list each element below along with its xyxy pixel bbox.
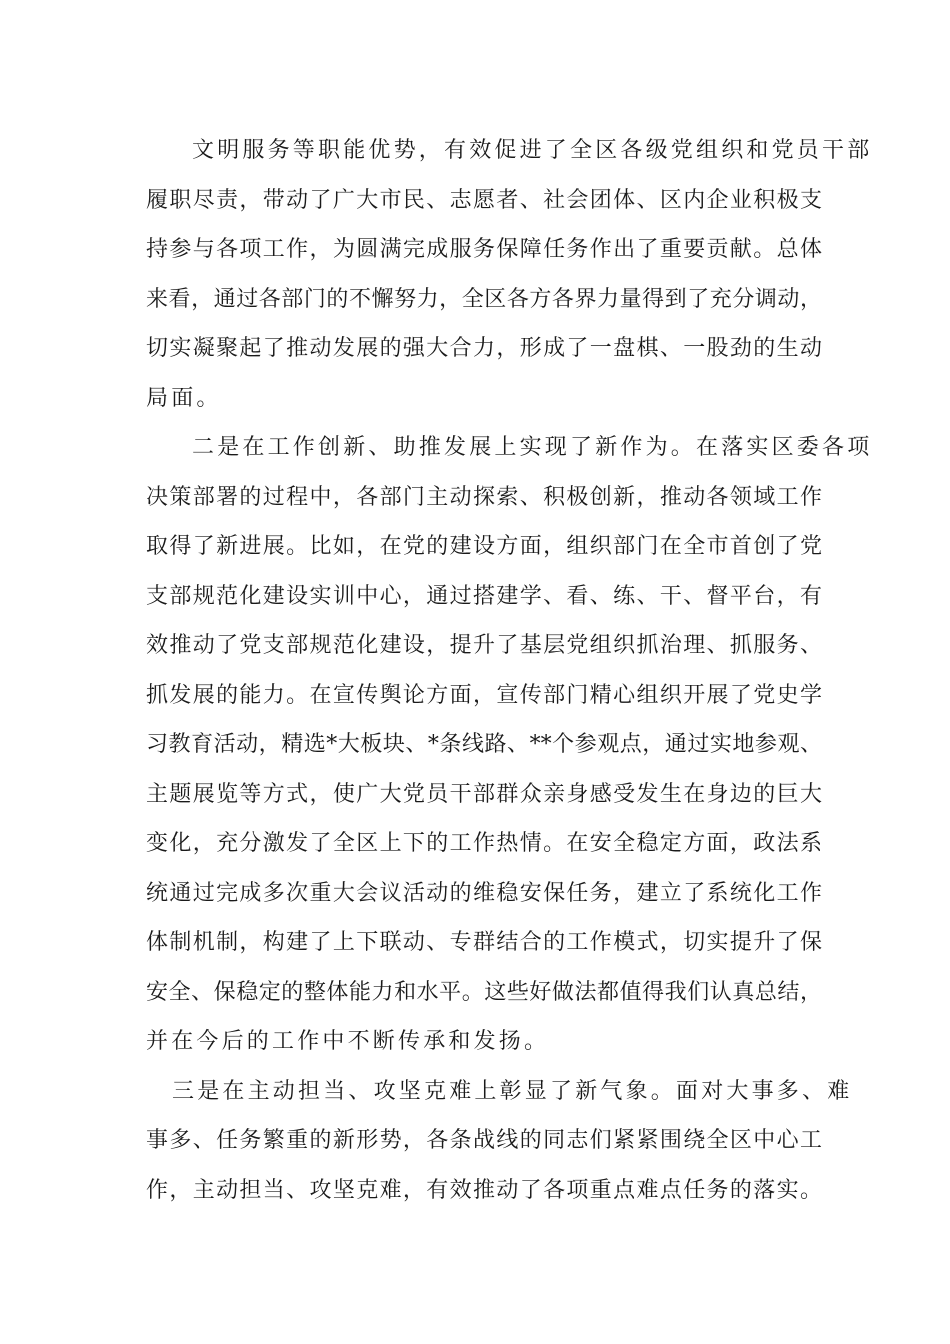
- paragraph-line: 二是在工作创新、助推发展上实现了新作为。在落实区委各项: [192, 435, 873, 460]
- paragraph-line: 履职尽责，带动了广大市民、志愿者、社会团体、区内企业积极支: [146, 187, 822, 213]
- paragraph-line: 主题展览等方式，使广大党员干部群众亲身感受发生在身边的巨大: [146, 781, 822, 807]
- paragraph-line: 局面。: [146, 385, 222, 411]
- paragraph-line: 作，主动担当、攻坚克难，有效推动了各项重点难点任务的落实。: [146, 1177, 822, 1203]
- paragraph-line: 文明服务等职能优势，有效促进了全区各级党组织和党员干部: [192, 138, 873, 163]
- paragraph-line: 持参与各项工作，为圆满完成服务保障任务作出了重要贡献。总体: [146, 237, 822, 262]
- paragraph-line: 体制机制，构建了上下联动、专群结合的工作模式，切实提升了保: [146, 930, 822, 955]
- paragraph-line: 习教育活动，精选*大板块、*条线路、**个参观点，通过实地参观、: [146, 732, 822, 757]
- paragraph-line: 事多、任务繁重的新形势，各条战线的同志们紧紧围绕全区中心工: [146, 1128, 822, 1153]
- paragraph-line: 变化，充分激发了全区上下的工作热情。在安全稳定方面，政法系: [146, 831, 822, 856]
- paragraph-line: 安全、保稳定的整体能力和水平。这些好做法都值得我们认真总结，: [146, 979, 822, 1005]
- paragraph-3: [146, 1067, 853, 1216]
- paragraph-2: [146, 423, 873, 1067]
- paragraph-line: 切实凝聚起了推动发展的强大合力，形成了一盘棋、一股劲的生动: [146, 336, 822, 361]
- paragraph-line: 支部规范化建设实训中心，通过搭建学、看、练、干、督平台，有: [146, 583, 822, 609]
- paragraph-line: 来看，通过各部门的不懈努力，全区各方各界力量得到了充分调动，: [146, 286, 822, 312]
- paragraph-line: 三是在主动担当、攻坚克难上彰显了新气象。面对大事多、难: [172, 1078, 853, 1104]
- paragraph-line: 统通过完成多次重大会议活动的维稳安保任务，建立了系统化工作: [146, 880, 822, 906]
- paragraph-line: 效推动了党支部规范化建设，提升了基层党组织抓治理、抓服务、: [146, 633, 822, 658]
- paragraph-line: 决策部署的过程中，各部门主动探索、积极创新，推动各领域工作: [146, 484, 822, 510]
- paragraph-line: 并在今后的工作中不断传承和发扬。: [146, 1029, 550, 1054]
- paragraph-line: 抓发展的能力。在宣传舆论方面，宣传部门精心组织开展了党史学: [146, 682, 822, 708]
- paragraph-1: [146, 126, 873, 423]
- paragraph-line: 取得了新进展。比如，在党的建设方面，组织部门在全市首创了党: [146, 534, 822, 559]
- document-body: [146, 126, 873, 1215]
